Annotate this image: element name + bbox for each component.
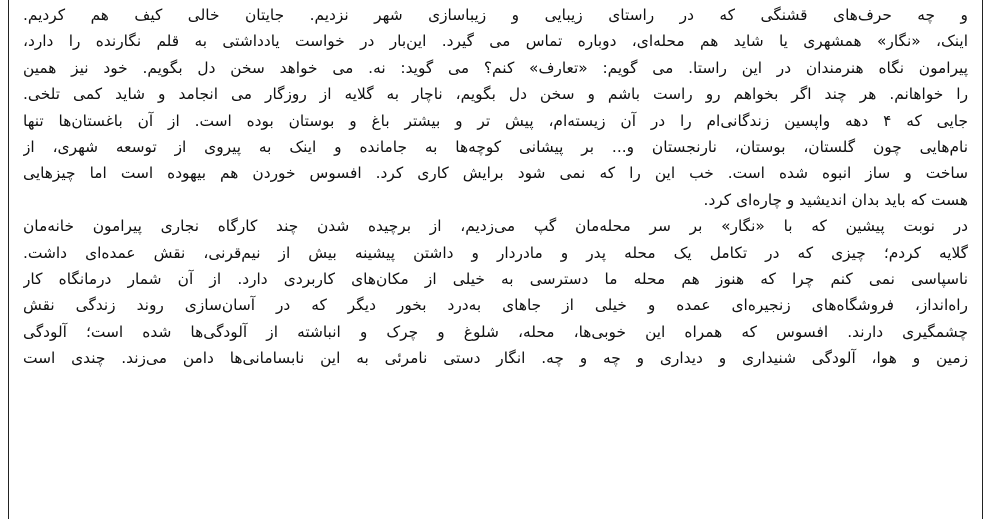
text-line: ناسپاسی نمی کنم چرا که هنوز هم محله ما دسترسی به خیلی از مکان‌های کاربردی دارد. از آن شمار درمانگاه کار xyxy=(23,269,968,288)
text-line: را خواهانم. هر چند اگر بخواهم رو راست باشم و سخن دل بگویم، ناچار به گلایه از روزگار می انجامد و شاید کمی تلخی. xyxy=(23,85,968,104)
paragraph-2 xyxy=(23,108,968,214)
text-line: اینک، «نگار» همشهری یا شاید هم محله‌ای، دوباره تماس می گیرد. این‌بار در خواست یادداشتی به قلم نگارنده را دارد، xyxy=(23,32,968,51)
page-frame xyxy=(8,0,983,519)
text-line: در نوبت پیشین که با «نگار» بر سر محله‌مان گپ می‌زدیم، از برچیده شدن چند کارگاه نجاری پیرامون خانه‌مان xyxy=(23,217,968,236)
text-line: نام‌هایی چون گلستان، بوستان، نارنجستان و... بر پیشانی کوچه‌ها به جامانده و اینک به پیروی از توسعه شهری، از xyxy=(23,137,968,156)
text-line: گلایه کردم؛ چیزی که در تکامل یک محله پدر و مادردار و داشتن پیشینه بیش از نیم‌قرنی، نقش عمده‌ای داشت. xyxy=(23,243,968,262)
text-line: راه‌انداز، فروشگاه‌های زنجیره‌ای عمده و خیلی از جاهای به‌درد بخور دیگر که در آسان‌سازی روند زندگی نقش xyxy=(23,296,968,315)
paragraph-3 xyxy=(23,213,968,371)
paragraph-1 xyxy=(23,2,968,108)
text-line: زمین و هوا، آلودگی شنیداری و دیداری و چه و چه. انگار دستی نامرئی به این نابسامانی‌ها دامن می‌زند. چندی است xyxy=(23,349,968,368)
text-line: هست که باید بدان اندیشید و چاره‌ای کرد. xyxy=(703,190,968,209)
text-line: پیرامون نگاه هنرمندان در این راستا. می گویم: «تعارف» کنم؟ می گوید: نه. می خواهد سخن دل بگویم. خود نیز همین xyxy=(23,58,968,77)
article-body xyxy=(23,2,968,371)
text-line: چشمگیری دارند. افسوس که همراه این خوبی‌ها، محله، شلوغ و چرک و انباشته از آلودگی‌ها شده است؛ آلودگی xyxy=(23,322,968,341)
text-line: ساخت و ساز انبوه شده است. خب این را که نمی شود برایش کاری کرد. افسوس خوردن هم بیهوده است اما چیزهایی xyxy=(23,164,968,183)
text-line: جایی که ۴ دهه واپسین زندگانی‌ام را در آن زیسته‌ام، پیش تر و بیشتر باغ و بوستان بوده است. از آن باغستان‌ها تنها xyxy=(23,111,968,130)
text-line: و چه حرف‌های قشنگی که در راستای زیبایی و زیباسازی شهر نزدیم. جایتان خالی کیف هم کردیم. xyxy=(23,6,968,24)
